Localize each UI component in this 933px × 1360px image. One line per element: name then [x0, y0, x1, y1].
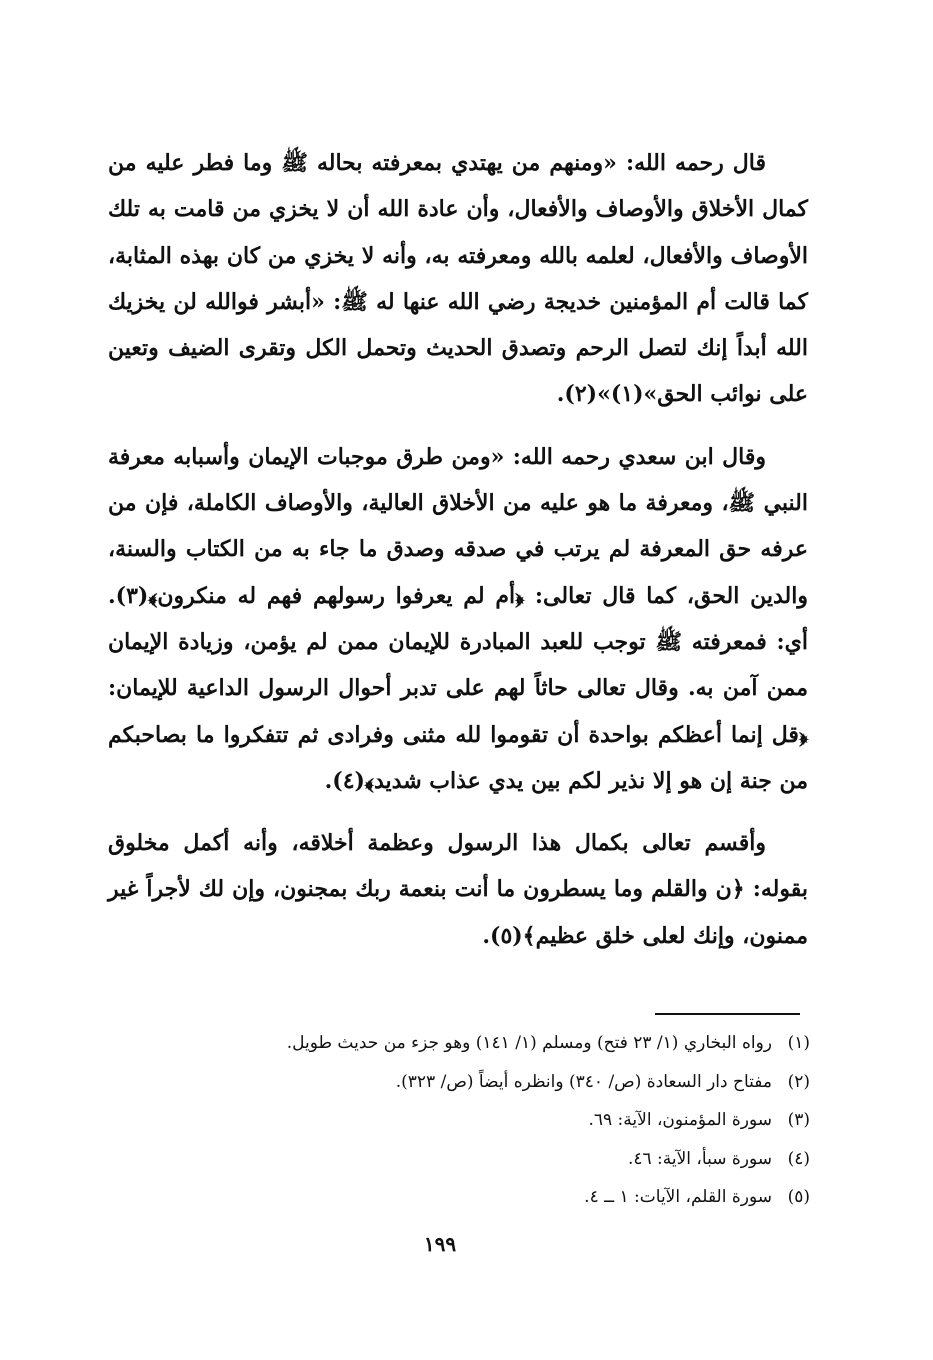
- footnote-text: سورة سبأ، الآية: ٤٦.: [627, 1148, 772, 1169]
- footnote-3: [120, 1101, 810, 1140]
- footnote-number: (٥): [787, 1187, 810, 1208]
- footnotes: [120, 1024, 810, 1217]
- footnote-text: سورة القلم، الآيات: ١ ــ ٤.: [584, 1187, 772, 1208]
- paragraph-2: وقال ابن سعدي رحمه الله: «ومن طرق موجبات الإيمان وأسبابه معرفة النبي ﷺ، ومعرفة ما هو عليه من الأخلاق العالية، والأوصاف الكاملة، فإن من عرفه حق المعرفة لم يرتب في صدقه وصدق ما جاء به من الكتاب والسنة، والدين الحق، كما قال تعالى: ﴿أم لم يعرفوا رسولهم فهم له منكرون﴾(٣). أي: فمعرفته ﷺ توجب للعبد المبادرة للإيمان ممن لم يؤمن، وزيادة الإيمان ممن آمن به. وقال تعالى حاثاً لهم على تدبر أحوال الرسول الداعية للإيمان: ﴿قل إنما أعظكم بواحدة أن تقوموا لله مثنى وفرادى ثم تتفكروا ما بصاحبكم من جنة إن هو إلا نذير لكم بين يدي عذاب شديد﴾(٤).: [108, 443, 808, 794]
- footnote-5: [120, 1178, 810, 1217]
- page-number: ١٩٩: [423, 1232, 457, 1256]
- footnote-text: مفتاح دار السعادة (ص/ ٣٤٠) وانظره أيضاً (ص/ ٣٢٣).: [395, 1071, 772, 1092]
- footnote-separator: [655, 1013, 800, 1015]
- footnote-text: رواه البخاري (١/ ٢٣ فتح) ومسلم (١/ ١٤١) وهو جزء من حديث طويل.: [286, 1033, 772, 1053]
- main-text: [108, 140, 808, 975]
- footnote-2: [120, 1063, 810, 1102]
- footnote-number: (٣): [787, 1110, 810, 1131]
- footnote-text: سورة المؤمنون، الآية: ٦٩.: [588, 1110, 772, 1131]
- footnote-number: (١): [787, 1033, 810, 1053]
- footnote-number: (٤): [787, 1148, 810, 1169]
- paragraph-3: وأقسم تعالى بكمال هذا الرسول وعظمة أخلاقه، وأنه أكمل مخلوق بقوله: ﴿ن والقلم وما يسطرون ما أنت بنعمة ربك بمجنون، وإن لك لأجراً غير ممنون، وإنك لعلى خلق عظيم﴾(٥).: [108, 830, 808, 949]
- footnote-number: (٢): [787, 1071, 810, 1092]
- footnote-1: [120, 1024, 810, 1063]
- footnote-4: [120, 1140, 810, 1179]
- paragraph-1: قال رحمه الله: «ومنهم من يهتدي بمعرفته بحاله ﷺ وما فطر عليه من كمال الأخلاق والأوصاف والأفعال، وأن عادة الله أن لا يخزي من قامت به تلك الأوصاف والأفعال، لعلمه بالله ومعرفته به، وأنه لا يخزي من كان بهذه المثابة، كما قالت أم المؤمنين خديجة رضي الله عنها له ﷺ: «أبشر فوالله لن يخزيك الله أبداً إنك لتصل الرحم وتصدق الحديث وتحمل الكل وتقرى الضيف وتعين على نوائب الحق»(١)»(٢).: [108, 150, 808, 408]
